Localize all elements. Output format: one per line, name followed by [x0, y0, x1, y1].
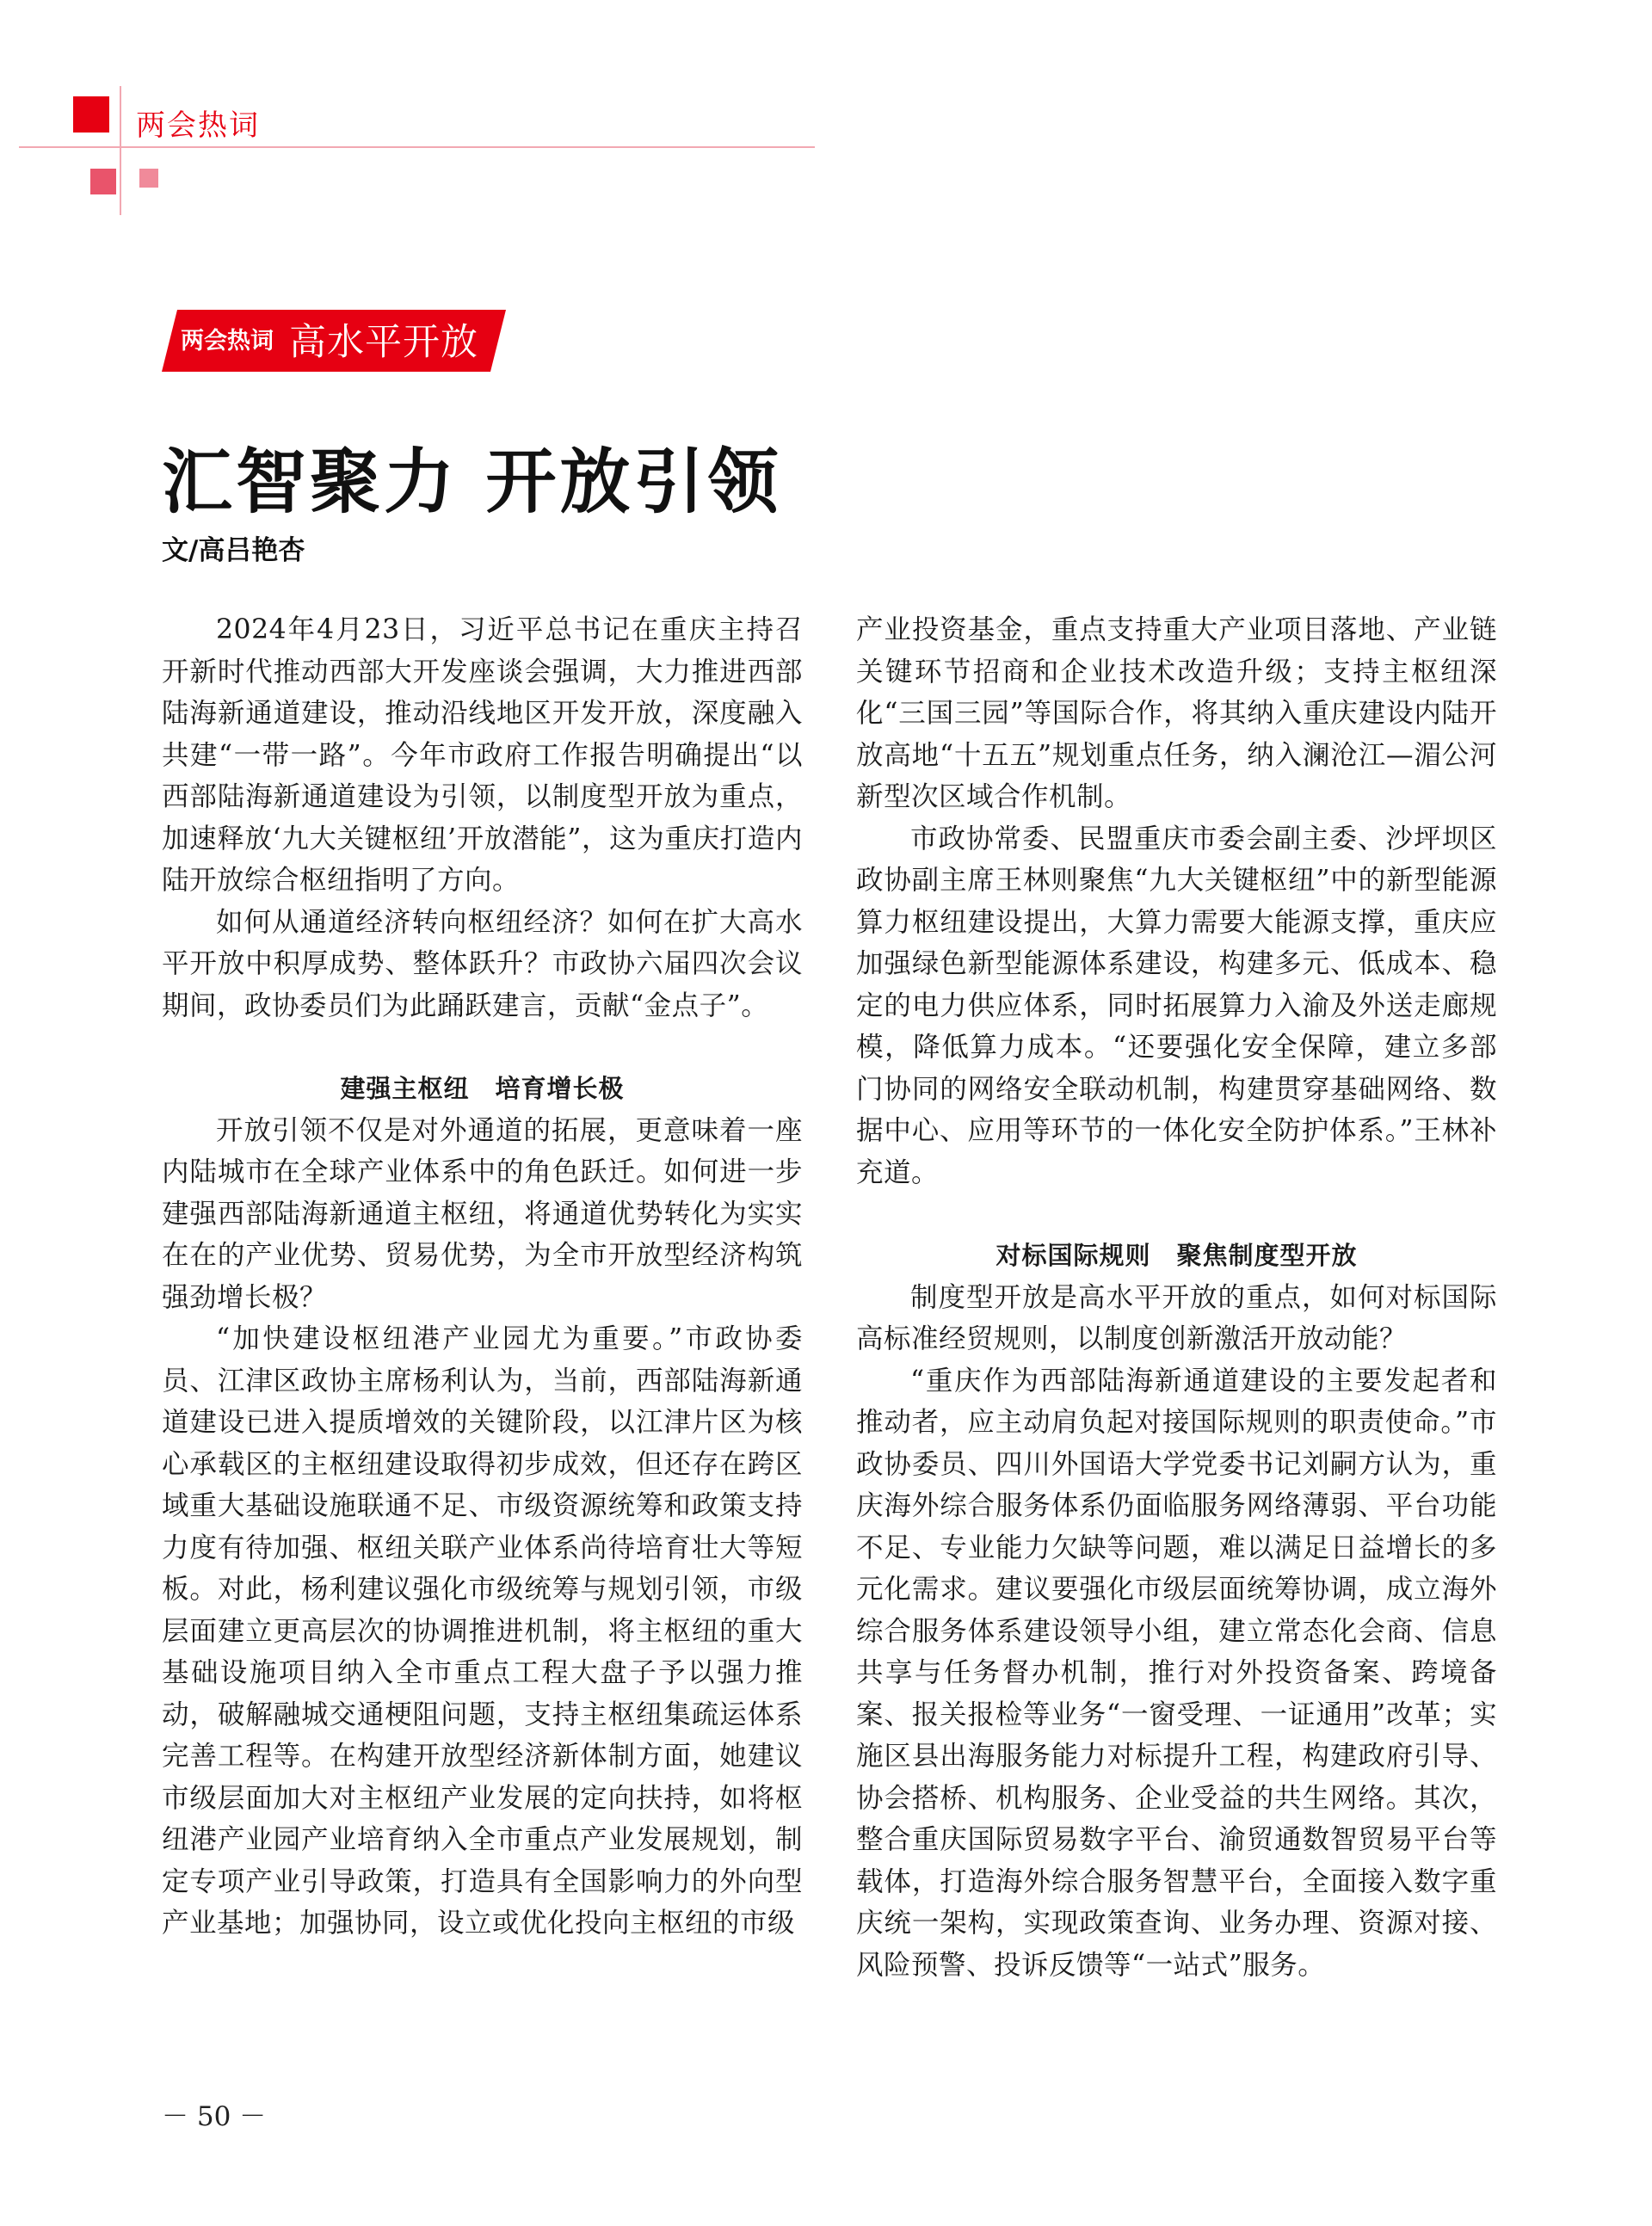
section-heading: 建强主枢纽 培育增长极 — [340, 1074, 625, 1103]
page-number: － 50 － — [162, 2101, 267, 2132]
section-heading: 对标国际规则 聚焦制度型开放 — [996, 1241, 1358, 1270]
header-pink-square — [90, 169, 116, 194]
header-light-square — [139, 169, 158, 188]
paragraph: 2024年4月23日，习近平总书记在重庆主持召开新时代推动西部大开发座谈会强调，大力推进西部陆海新通道建设，推动沿线地区开发开放，深度融入共建“一带一路”。今年市政府工作报告明确提出“以西部陆海新通道建设为引领，以制度型开放为重点，加速释放‘九大关键枢纽’开放潜能”，这为重庆打造内陆开放综合枢纽指明了方向。 — [162, 614, 803, 896]
right-column — [856, 609, 1497, 1986]
topic-banner — [162, 310, 506, 372]
banner-small-text: 两会热词 — [181, 328, 274, 355]
header-vertical-line — [120, 86, 121, 215]
paragraph: 开放引领不仅是对外通道的拓展，更意味着一座内陆城市在全球产业体系中的角色跃迁。如何进一步建强西部陆海新通道主枢纽，将通道优势转化为实实在在的产业优势、贸易优势，为全市开放型经济构筑强劲增长极？ — [162, 1114, 803, 1313]
paragraph: 如何从通道经济转向枢纽经济？如何在扩大高水平开放中积厚成势、整体跃升？市政协六届四次会议期间，政协委员们为此踊跃建言，贡献“金点子”。 — [162, 906, 803, 1021]
header-red-square — [73, 96, 109, 133]
article-author: 文/高吕艳杏 — [162, 535, 305, 566]
header-divider-line — [19, 146, 815, 148]
paragraph: “重庆作为西部陆海新通道建设的主要发起者和推动者，应主动肩负起对接国际规则的职责使命。”市政协委员、四川外国语大学党委书记刘嗣方认为，重庆海外综合服务体系仍面临服务网络薄弱、平台功能不足、专业能力欠缺等问题，难以满足日益增长的多元化需求。建议要强化市级层面统筹协调，成立海外综合服务体系建设领导小组，建立常态化会商、信息共享与任务督办机制，推行对外投资备案、跨境备案、报关报检等业务“一窗受理、一证通用”改革；实施区县出海服务能力对标提升工程，构建政府引导、协会搭桥、机构服务、企业受益的共生网络。其次，整合重庆国际贸易数字平台、渝贸通数智贸易平台等载体，打造海外综合服务智慧平台，全面接入数字重庆统一架构，实现政策查询、业务办理、资源对接、风险预警、投诉反馈等“一站式”服务。 — [856, 1365, 1497, 1981]
section-label: 两会热词 — [136, 108, 260, 143]
banner-topic-text: 高水平开放 — [289, 321, 478, 364]
paragraph: 市政协常委、民盟重庆市委会副主委、沙坪坝区政协副主席王林则聚焦“九大关键枢纽”中的新型能源算力枢纽建设提出，大算力需要大能源支撑，重庆应加强绿色新型能源体系建设，构建多元、低成本、稳定的电力供应体系，同时拓展算力入渝及外送走廊规模，降低算力成本。“还要强化安全保障，建立多部门协同的网络安全联动机制，构建贯穿基础网络、数据中心、应用等环节的一体化安全防护体系。”王林补充道。 — [856, 823, 1497, 1188]
article-title: 汇智聚力 开放引领 — [162, 441, 782, 523]
paragraph: “加快建设枢纽港产业园尤为重要。”市政协委员、江津区政协主席杨利认为，当前，西部陆海新通道建设已进入提质增效的关键阶段，以江津片区为核心承载区的主枢纽建设取得初步成效，但还存在跨区域重大基础设施联通不足、市级资源统筹和政策支持力度有待加强、枢纽关联产业体系尚待培育壮大等短板。对此，杨利建议强化市级统筹与规划引领，市级层面建立更高层次的协调推进机制，将主枢纽的重大基础设施项目纳入全市重点工程大盘子予以强力推动，破解融城交通梗阻问题，支持主枢纽集疏运体系完善工程等。在构建开放型经济新体制方面，她建议市级层面加大对主枢纽产业发展的定向扶持，如将枢纽港产业园产业培育纳入全市重点产业发展规划，制定专项产业引导政策，打造具有全国影响力的外向型产业基地；加强协同，设立或优化投向主枢纽的市级 — [162, 1323, 803, 1939]
left-column — [162, 609, 803, 1945]
paragraph: 制度型开放是高水平开放的重点，如何对标国际高标准经贸规则，以制度创新激活开放动能？ — [856, 1281, 1497, 1354]
paragraph: 产业投资基金，重点支持重大产业项目落地、产业链关键环节招商和企业技术改造升级；支持主枢纽深化“三国三园”等国际合作，将其纳入重庆建设内陆开放高地“十五五”规划重点任务，纳入澜沧江—湄公河新型次区域合作机制。 — [856, 614, 1497, 812]
